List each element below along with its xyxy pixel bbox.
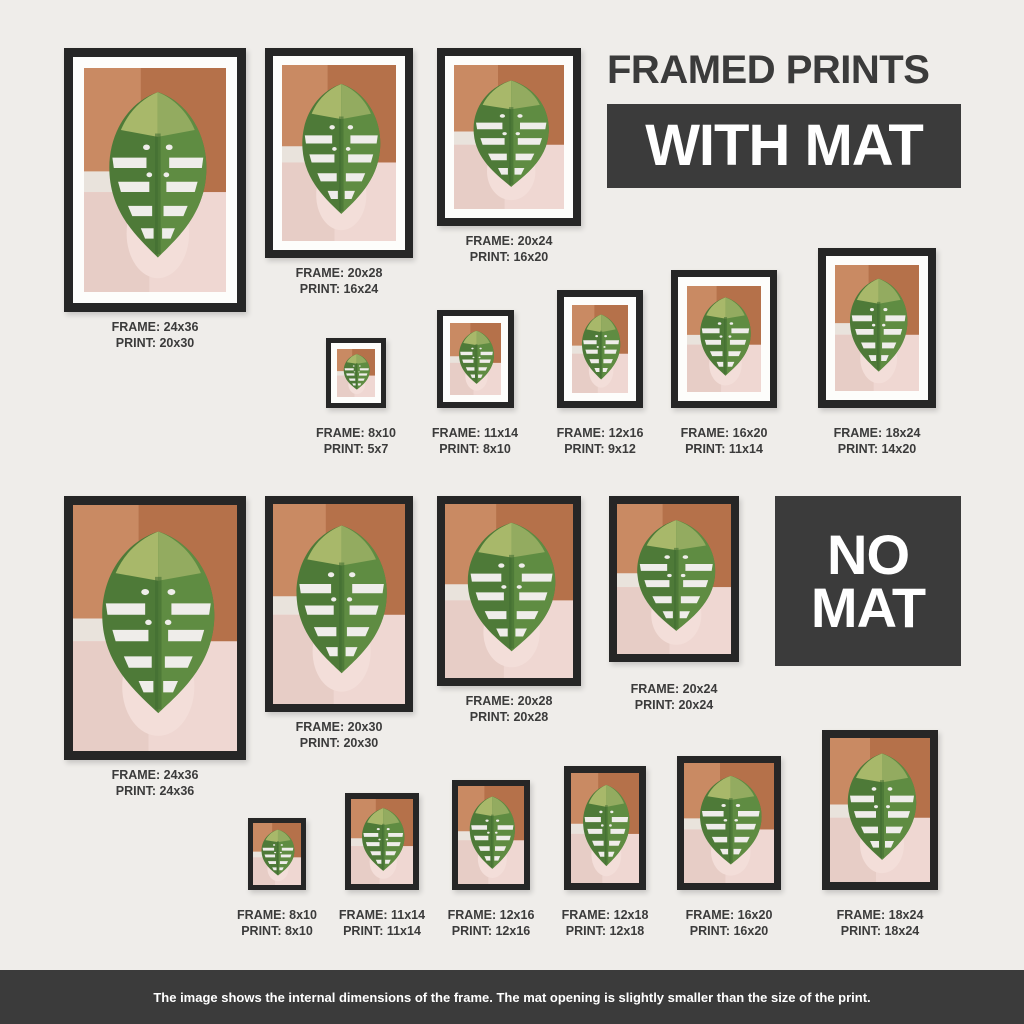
caption-print: PRINT: 8x10 — [241, 923, 313, 938]
caption-print: PRINT: 11x14 — [343, 923, 421, 938]
caption-print: PRINT: 11x14 — [685, 441, 763, 456]
caption-frame: FRAME: 18x24 — [833, 426, 921, 440]
caption-nm-24x36 — [64, 768, 246, 799]
caption-print: PRINT: 5x7 — [323, 441, 389, 456]
caption-wm-20x28 — [265, 266, 413, 297]
caption-print: PRINT: 18x24 — [840, 923, 920, 938]
artwork-nm-16x20 — [684, 763, 774, 883]
caption-frame: FRAME: 24x36 — [111, 768, 199, 782]
mat-wm-8x10 — [331, 343, 381, 403]
mat-wm-11x14 — [443, 316, 508, 402]
caption-wm-24x36 — [64, 320, 246, 351]
caption-frame: FRAME: 24x36 — [111, 320, 199, 334]
caption-nm-12x18 — [555, 908, 655, 939]
mat-wm-20x24 — [445, 56, 573, 218]
frame-nm-11x14[interactable] — [345, 793, 419, 890]
mat-wm-20x28 — [273, 56, 405, 250]
mat-wm-12x16 — [564, 297, 636, 401]
artwork-wm-20x24 — [454, 65, 564, 209]
with-mat-banner: WITH MAT — [607, 104, 961, 188]
caption-frame: FRAME: 11x14 — [338, 908, 426, 922]
artwork-nm-12x16 — [458, 786, 524, 884]
frame-nm-12x18[interactable] — [564, 766, 646, 890]
caption-print: PRINT: 20x30 — [299, 735, 379, 750]
caption-frame: FRAME: 12x16 — [447, 908, 535, 922]
artwork-nm-20x30 — [273, 504, 405, 704]
caption-print: PRINT: 14x20 — [837, 441, 917, 456]
frame-wm-11x14[interactable] — [437, 310, 514, 408]
frame-nm-16x20[interactable] — [677, 756, 781, 890]
caption-frame: FRAME: 16x20 — [680, 426, 768, 440]
caption-print: PRINT: 20x28 — [469, 709, 549, 724]
frame-wm-8x10[interactable] — [326, 338, 386, 408]
caption-frame: FRAME: 18x24 — [836, 908, 924, 922]
frame-nm-24x36[interactable] — [64, 496, 246, 760]
caption-frame: FRAME: 20x28 — [295, 266, 383, 280]
caption-frame: FRAME: 20x30 — [295, 720, 383, 734]
caption-wm-16x20 — [674, 426, 774, 457]
no-mat-banner — [775, 496, 961, 666]
caption-print: PRINT: 8x10 — [439, 441, 511, 456]
caption-print: PRINT: 16x20 — [689, 923, 769, 938]
caption-wm-12x16 — [550, 426, 650, 457]
footer-note: The image shows the internal dimensions of the frame. The mat opening is slightly smaller than the size of the print. — [0, 970, 1024, 1024]
artwork-wm-20x28 — [282, 65, 396, 241]
frame-wm-16x20[interactable] — [671, 270, 777, 408]
artwork-wm-8x10 — [337, 349, 375, 397]
caption-frame: FRAME: 12x18 — [561, 908, 649, 922]
caption-print: PRINT: 20x24 — [634, 697, 714, 712]
caption-nm-16x20 — [679, 908, 779, 939]
caption-frame: FRAME: 12x16 — [556, 426, 644, 440]
frame-nm-20x28[interactable] — [437, 496, 581, 686]
caption-print: PRINT: 12x18 — [565, 923, 645, 938]
caption-frame: FRAME: 8x10 — [316, 426, 396, 440]
artwork-nm-20x24 — [617, 504, 731, 654]
caption-print: PRINT: 16x24 — [299, 281, 379, 296]
artwork-wm-11x14 — [450, 323, 501, 395]
frame-wm-20x28[interactable] — [265, 48, 413, 258]
no-mat-line-1: NO — [827, 522, 909, 586]
caption-wm-8x10 — [306, 426, 406, 457]
caption-frame: FRAME: 20x24 — [630, 682, 718, 696]
caption-nm-20x24 — [609, 682, 739, 713]
artwork-nm-18x24 — [830, 738, 930, 882]
frame-nm-20x30[interactable] — [265, 496, 413, 712]
caption-print: PRINT: 12x16 — [451, 923, 531, 938]
frame-wm-12x16[interactable] — [557, 290, 643, 408]
frame-wm-18x24[interactable] — [818, 248, 936, 408]
caption-nm-18x24 — [830, 908, 930, 939]
caption-nm-12x16 — [441, 908, 541, 939]
frame-wm-24x36[interactable] — [64, 48, 246, 312]
artwork-wm-16x20 — [687, 286, 761, 392]
artwork-wm-18x24 — [835, 265, 919, 391]
caption-frame: FRAME: 16x20 — [685, 908, 773, 922]
caption-frame: FRAME: 20x28 — [465, 694, 553, 708]
caption-print: PRINT: 16x20 — [469, 249, 549, 264]
caption-wm-20x24 — [437, 234, 581, 265]
artwork-nm-24x36 — [73, 505, 237, 751]
caption-print: PRINT: 9x12 — [564, 441, 636, 456]
caption-frame: FRAME: 8x10 — [237, 908, 317, 922]
caption-frame: FRAME: 11x14 — [431, 426, 519, 440]
no-mat-line-2: MAT — [810, 576, 926, 639]
caption-wm-18x24 — [827, 426, 927, 457]
artwork-nm-11x14 — [351, 799, 413, 884]
mat-wm-24x36 — [73, 57, 237, 303]
frame-nm-12x16[interactable] — [452, 780, 530, 890]
caption-nm-11x14 — [332, 908, 432, 939]
artwork-nm-20x28 — [445, 504, 573, 678]
frame-nm-20x24[interactable] — [609, 496, 739, 662]
caption-print: PRINT: 20x30 — [115, 335, 195, 350]
artwork-nm-8x10 — [253, 823, 301, 885]
artwork-nm-12x18 — [571, 773, 639, 883]
artwork-wm-24x36 — [84, 68, 226, 292]
frame-nm-8x10[interactable] — [248, 818, 306, 890]
artwork-wm-12x16 — [572, 305, 628, 393]
caption-wm-11x14 — [425, 426, 525, 457]
page-title: FRAMED PRINTS — [607, 48, 930, 92]
frame-wm-20x24[interactable] — [437, 48, 581, 226]
caption-nm-20x30 — [265, 720, 413, 751]
caption-frame: FRAME: 20x24 — [465, 234, 553, 248]
mat-wm-16x20 — [678, 277, 770, 401]
caption-nm-8x10 — [227, 908, 327, 939]
caption-print: PRINT: 24x36 — [115, 783, 195, 798]
mat-wm-18x24 — [826, 256, 928, 400]
frame-nm-18x24[interactable] — [822, 730, 938, 890]
caption-nm-20x28 — [437, 694, 581, 725]
